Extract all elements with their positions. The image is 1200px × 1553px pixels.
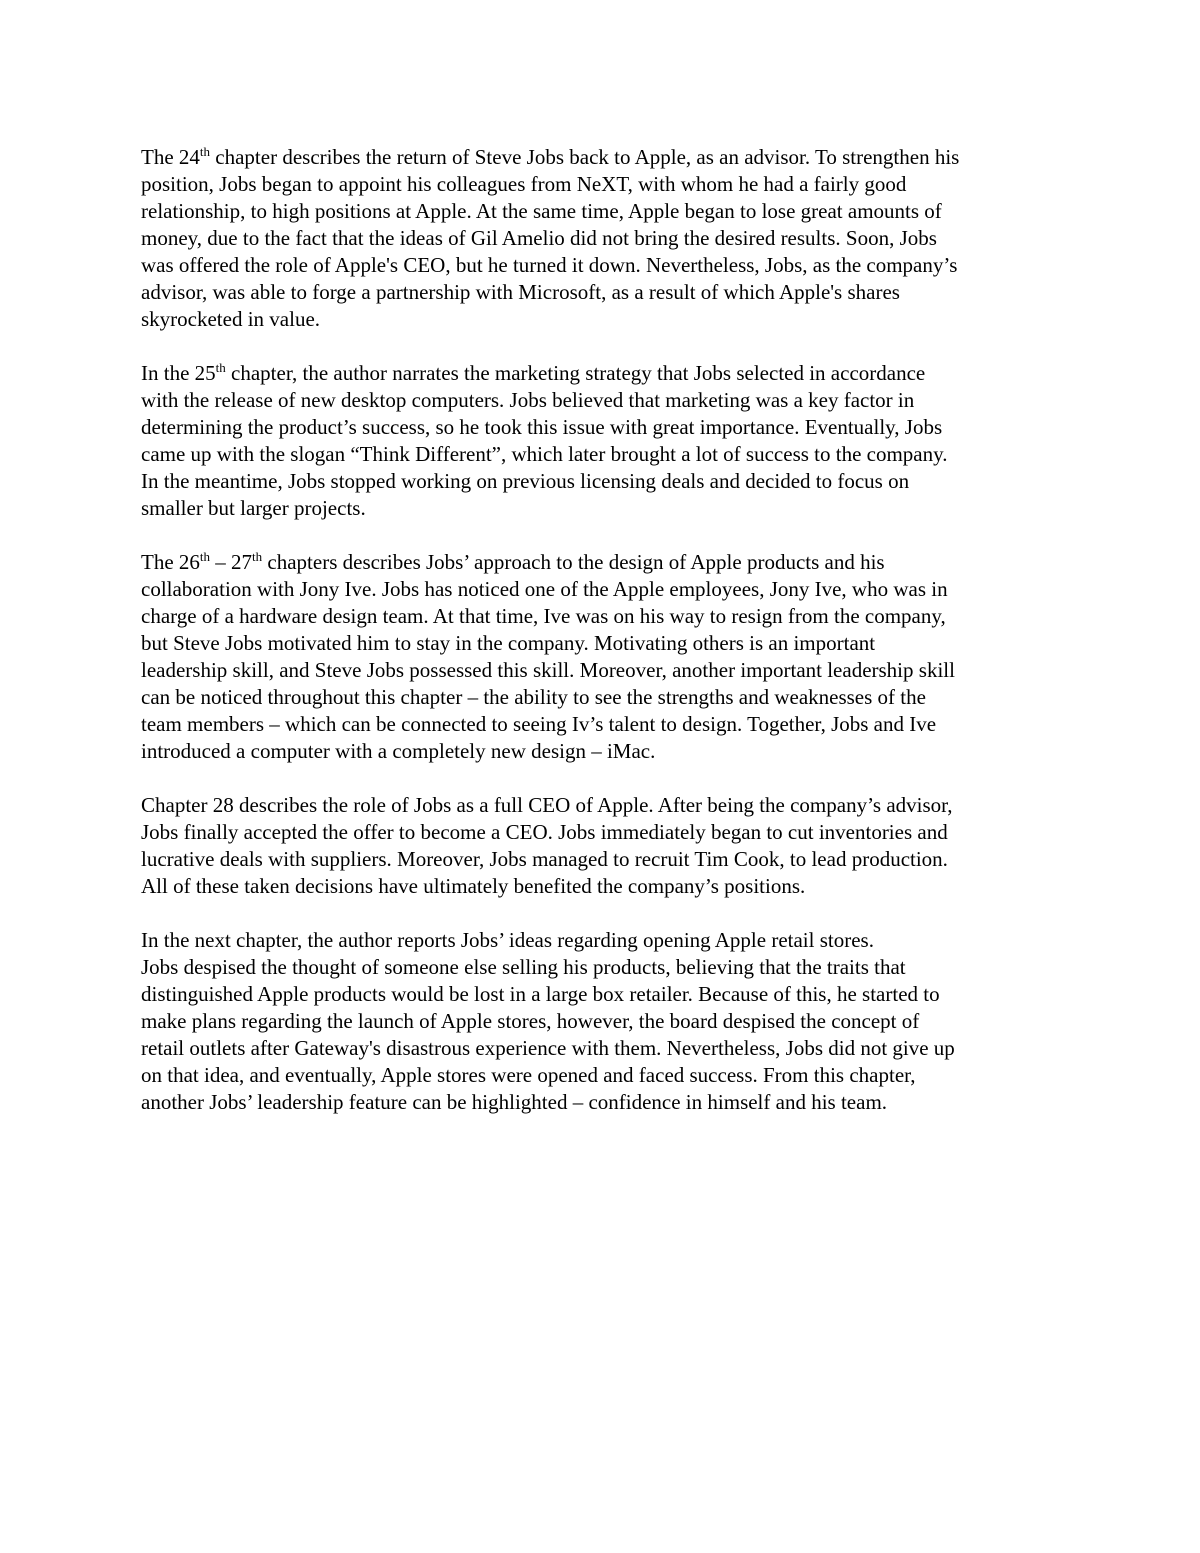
text-run: came up with the slogan “Think Different”, which later brought a lot of success to the company. (141, 442, 948, 466)
text-line (141, 684, 1071, 711)
text-run: can be noticed throughout this chapter – the ability to see the strengths and weaknesses of the (141, 685, 926, 709)
paragraph (141, 360, 1071, 522)
text-line (141, 657, 1071, 684)
text-run: team members – which can be connected to seeing Iv’s talent to design. Together, Jobs and Ive (141, 712, 937, 736)
paragraph (141, 549, 1071, 765)
text-line (141, 144, 1071, 171)
text-line (141, 441, 1071, 468)
text-run: position, Jobs began to appoint his colleagues from NeXT, with whom he had a fairly good (141, 172, 907, 196)
text-run: chapter describes the return of Steve Jobs back to Apple, as an advisor. To strengthen his (210, 145, 960, 169)
text-line (141, 603, 1071, 630)
text-run: on that idea, and eventually, Apple stores were opened and faced success. From this chapter, (141, 1063, 916, 1087)
text-run: relationship, to high positions at Apple. At the same time, Apple began to lose great amounts of (141, 199, 942, 223)
text-line (141, 225, 1071, 252)
text-line (141, 792, 1071, 819)
text-line (141, 981, 1071, 1008)
text-line (141, 873, 1071, 900)
paragraph (141, 927, 1071, 1116)
text-run: charge of a hardware design team. At that time, Ive was on his way to resign from the company, (141, 604, 946, 628)
ordinal-superscript: th (215, 360, 226, 375)
ordinal-superscript: th (199, 549, 211, 564)
text-line (141, 360, 1071, 387)
text-line (141, 198, 1071, 225)
text-line (141, 1062, 1071, 1089)
text-run: In the meantime, Jobs stopped working on previous licensing deals and decided to focus on (141, 469, 910, 493)
document-body (141, 144, 1071, 1143)
text-run: All of these taken decisions have ultimately benefited the company’s positions. (141, 874, 806, 898)
text-line (141, 279, 1071, 306)
text-run: money, due to the fact that the ideas of Gil Amelio did not bring the desired results. Soon, Jobs (141, 226, 937, 250)
text-run: The 26 (141, 550, 200, 574)
text-line (141, 306, 1071, 333)
text-line (141, 171, 1071, 198)
ordinal-superscript: th (252, 549, 263, 564)
text-run: Jobs despised the thought of someone else selling his products, believing that the traits that (141, 955, 906, 979)
text-line (141, 252, 1071, 279)
text-run: Chapter 28 describes the role of Jobs as a full CEO of Apple. After being the company’s advisor, (141, 793, 953, 817)
text-run: make plans regarding the launch of Apple stores, however, the board despised the concept of (141, 1009, 920, 1033)
text-run: – 27 (210, 550, 253, 574)
paragraph (141, 792, 1071, 900)
text-run: In the next chapter, the author reports Jobs’ ideas regarding opening Apple retail stores. (141, 928, 874, 952)
text-run: The 24 (141, 145, 200, 169)
text-run: smaller but larger projects. (141, 496, 366, 520)
text-run: advisor, was able to forge a partnership with Microsoft, as a result of which Apple's shares (141, 280, 900, 304)
ordinal-superscript: th (199, 144, 211, 159)
text-line (141, 738, 1071, 765)
paragraph (141, 144, 1071, 333)
text-line (141, 711, 1071, 738)
text-run: chapter, the author narrates the marketing strategy that Jobs selected in accordance (225, 361, 926, 385)
text-run: skyrocketed in value. (141, 307, 321, 331)
text-line (141, 468, 1071, 495)
text-line (141, 549, 1071, 576)
text-run: introduced a computer with a completely new design – iMac. (141, 739, 656, 763)
text-run: retail outlets after Gateway's disastrous experience with them. Nevertheless, Jobs did not give up (141, 1036, 955, 1060)
text-line (141, 1035, 1071, 1062)
text-line (141, 576, 1071, 603)
text-line (141, 1089, 1071, 1116)
text-run: distinguished Apple products would be lost in a large box retailer. Because of this, he started to (141, 982, 940, 1006)
text-line (141, 414, 1071, 441)
text-line (141, 630, 1071, 657)
text-run: was offered the role of Apple's CEO, but he turned it down. Nevertheless, Jobs, as the company’s (141, 253, 958, 277)
text-run: determining the product’s success, so he took this issue with great importance. Eventually, Jobs (141, 415, 943, 439)
text-run: In the 25 (141, 361, 216, 385)
text-run: another Jobs’ leadership feature can be highlighted – confidence in himself and his team. (141, 1090, 888, 1114)
text-line (141, 819, 1071, 846)
text-line (141, 927, 1071, 954)
text-line (141, 954, 1071, 981)
text-line (141, 1008, 1071, 1035)
text-line (141, 846, 1071, 873)
text-line (141, 495, 1071, 522)
text-run: leadership skill, and Steve Jobs possessed this skill. Moreover, another important leadership skill (141, 658, 955, 682)
text-line (141, 387, 1071, 414)
text-run: but Steve Jobs motivated him to stay in the company. Motivating others is an important (141, 631, 876, 655)
text-run: collaboration with Jony Ive. Jobs has noticed one of the Apple employees, Jony Ive, who was in (141, 577, 948, 601)
text-run: chapters describes Jobs’ approach to the design of Apple products and his (262, 550, 885, 574)
text-run: Jobs finally accepted the offer to become a CEO. Jobs immediately began to cut inventories and (141, 820, 948, 844)
text-run: with the release of new desktop computers. Jobs believed that marketing was a key factor in (141, 388, 915, 412)
text-run: lucrative deals with suppliers. Moreover, Jobs managed to recruit Tim Cook, to lead production. (141, 847, 948, 871)
